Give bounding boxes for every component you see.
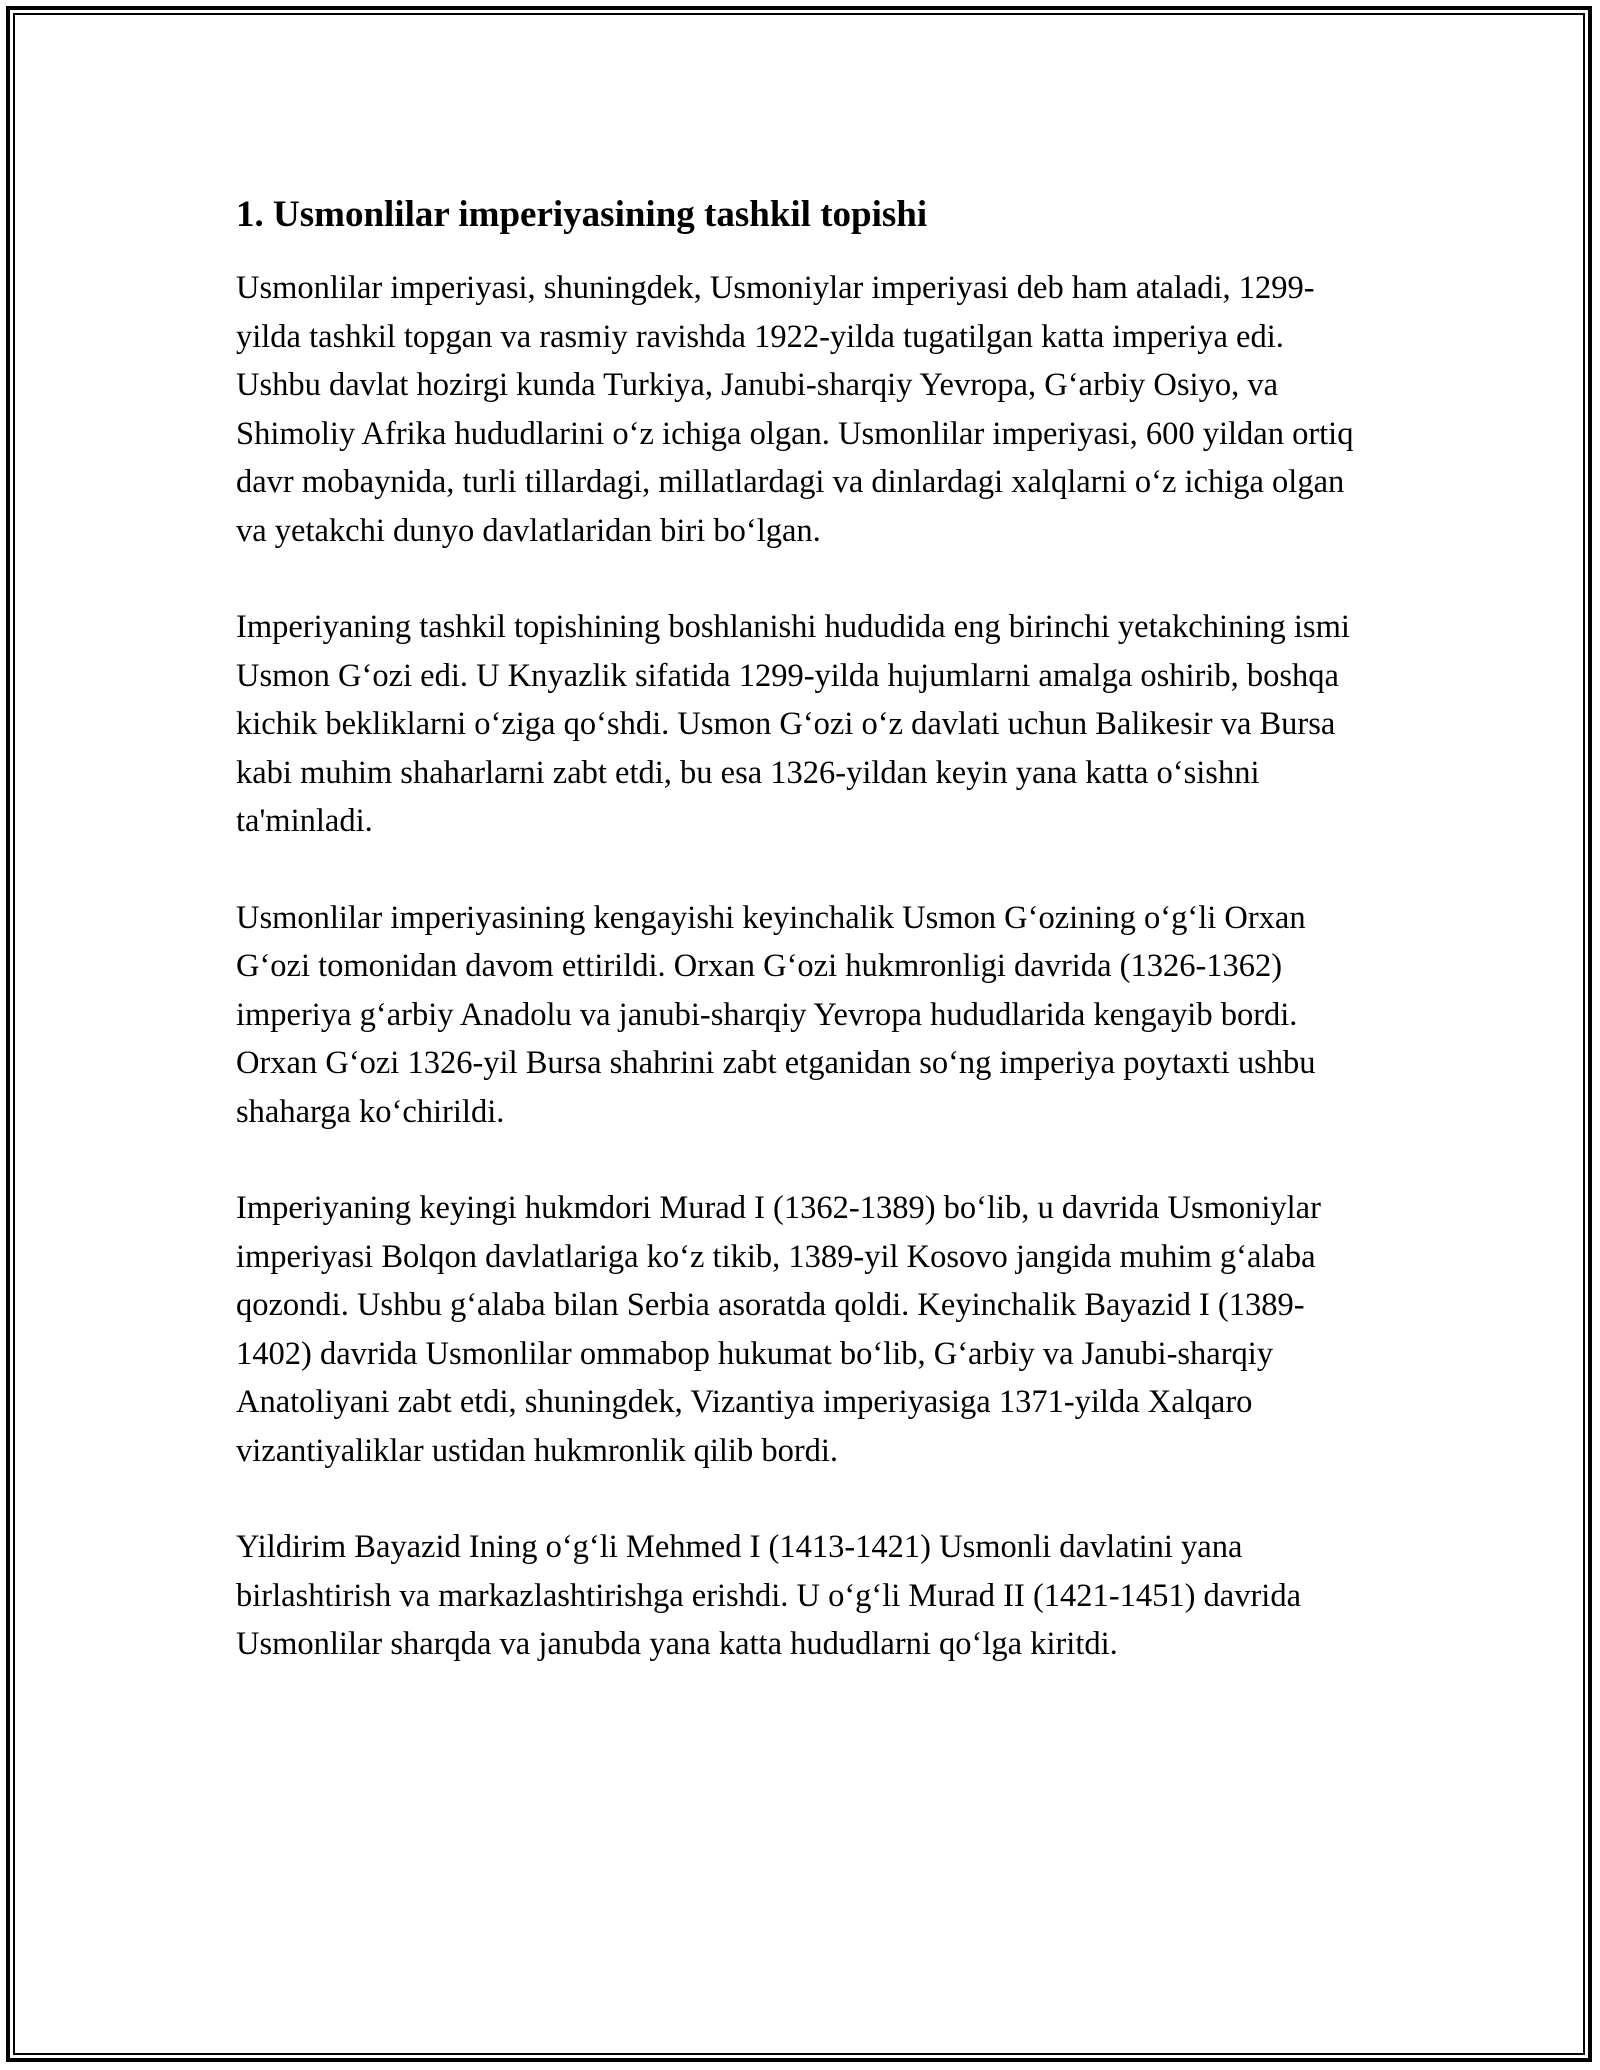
paragraph-usmon-gozi: Imperiyaning tashkil topishining boshlanishi hududida eng birinchi yetakchining ismi Usmon G‘ozi edi. U Knyazlik sifatida 1299-yilda hujumlarni amalga oshirib, boshqa kichik bekliklarni o‘ziga qo‘shdi. Usmon G‘ozi o‘z davlati uchun Balikesir va Bursa kabi muhim shaharlarni zabt etdi, bu esa 1326-yildan keyin yana katta o‘sishni ta'minladi.	[236, 609, 1350, 839]
paragraph-mehmed-murad: Yildirim Bayazid Ining o‘g‘li Mehmed I (1413-1421) Usmonli davlatini yana birlashtirish va markazlashtirishga erishdi. U o‘g‘li Murad II (1421-1451) davrida Usmonlilar sharqda va janubda yana katta hududlarni qo‘lga kiritdi.	[236, 1529, 1301, 1662]
paragraph-murad-bayazid: Imperiyaning keyingi hukmdori Murad I (1362-1389) bo‘lib, u davrida Usmoniylar imperiyasi Bolqon davlatlariga ko‘z tikib, 1389-yil Kosovo jangida muhim g‘alaba qozondi. Ushbu g‘alaba bilan Serbia asoratda qoldi. Keyinchalik Bayazid I (1389-1402) davrida Usmonlilar ommabop hukumat bo‘lib, G‘arbiy va Janubi-sharqiy Anatoliyani zabt etdi, shuningdek, Vizantiya imperiyasiga 1371-yilda Xalqaro vizantiyaliklar ustidan hukmronlik qilib bordi.	[236, 1190, 1321, 1469]
document-title: 1. Usmonlilar imperiyasining tashkil topishi	[236, 194, 928, 235]
paragraph-founding: Usmonlilar imperiyasi, shuningdek, Usmoniylar imperiyasi deb ham ataladi, 1299-yilda tashkil topgan va rasmiy ravishda 1922-yilda tugatilgan katta imperiya edi. Ushbu davlat hozirgi kunda Turkiya, Janubi-sharqiy Yevropa, G‘arbiy Osiyo, va Shimoliy Afrika hududlarini o‘z ichiga olgan. Usmonlilar imperiyasi, 600 yildan ortiq davr mobaynida, turli tillardagi, millatlardagi va dinlardagi xalqlarni o‘z ichiga olgan va yetakchi dunyo davlatlaridan biri bo‘lgan.	[236, 270, 1354, 549]
document-body	[236, 188, 1366, 1717]
paragraph-orxan-gozi: Usmonlilar imperiyasining kengayishi keyinchalik Usmon G‘ozining o‘g‘li Orxan G‘ozi tomonidan davom ettirildi. Orxan G‘ozi hukmronligi davrida (1326-1362) imperiya g‘arbiy Anadolu va janubi-sharqiy Yevropa hududlarida kengayib bordi. Orxan G‘ozi 1326-yil Bursa shahrini zabt etganidan so‘ng imperiya poytaxti ushbu shaharga ko‘chirildi.	[236, 899, 1316, 1130]
